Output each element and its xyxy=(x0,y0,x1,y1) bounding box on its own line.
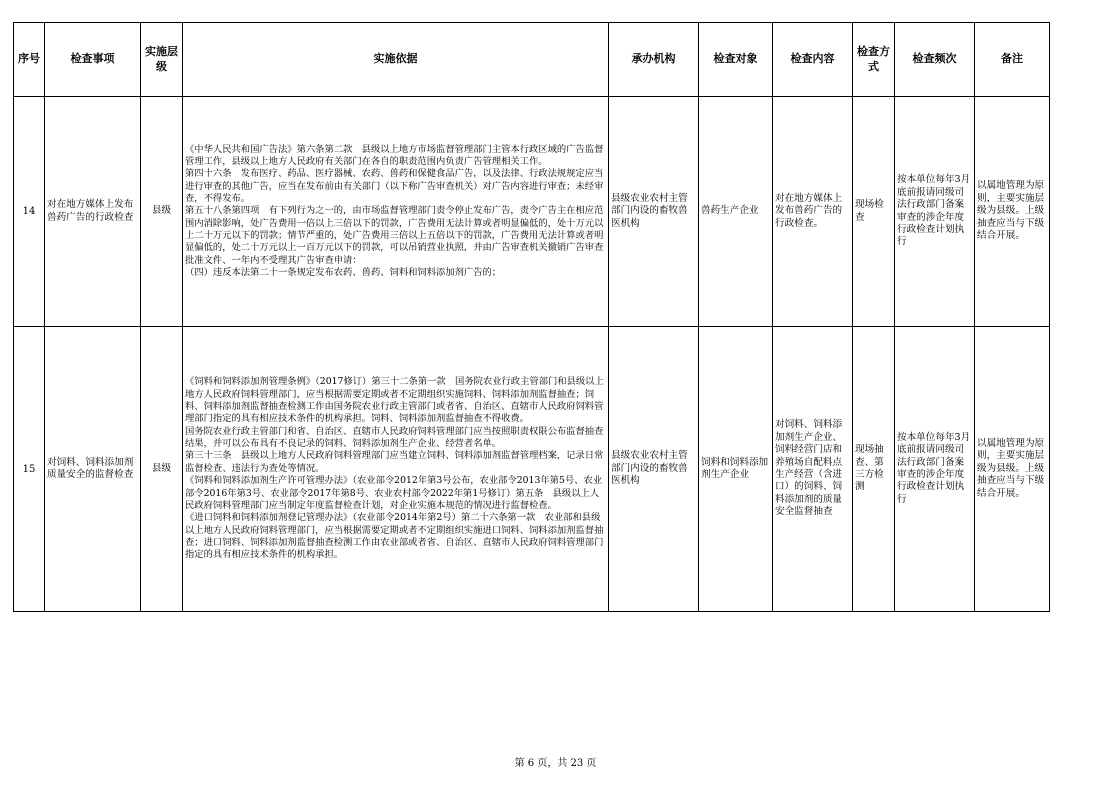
row-content: 对在地方媒体上发布兽药广告的行政检查。 xyxy=(773,97,853,327)
row-agency: 县级农业农村主管部门内设的畜牧兽医机构 xyxy=(609,97,699,327)
row-item: 对在地方媒体上发布兽药广告的行政检查 xyxy=(45,97,141,327)
row-agency: 县级农业农村主管部门内设的畜牧兽医机构 xyxy=(609,327,699,612)
header-level: 实施层级 xyxy=(141,23,183,97)
basis-paragraph: 《饲料和饲料添加剂管理条例》（2017修订）第三十二条第一款 国务院农业行政主管部门和县级以上地方人民政府饲料管理部门，应当根据需要定期或者不定期组织实施饲料、饲料添加剂监督抽查；饲料、饲料添加剂监督抽查检测工作由国务院农业行政主管部门或者省、自治区、直辖市人民政府饲料管理部门指定的具有相应技术条件的机构承担。饲料、饲料添加剂监督抽查不得收费。 xyxy=(185,376,604,425)
header-method: 检查方式 xyxy=(853,23,895,97)
basis-paragraph: 《进口饲料和饲料添加剂登记管理办法》（农业部令2014年第2号）第二十六条第一款 农业部和县级以上地方人民政府饲料管理部门，应当根据需要定期或者不定期组织实施进口饲料、饲料添加剂监督抽查；进口饲料、饲料添加剂监督抽查检测工作由农业部或者省、自治区、直辖市人民政府饲料管理部门指定的具有相应技术条件的机构承担。 xyxy=(185,512,604,561)
row-frequency: 按本单位每年3月底前报请同级司法行政部门备案审查的涉企年度行政检查计划执行 xyxy=(895,327,975,612)
header-row xyxy=(14,23,1050,97)
basis-paragraph: （四）违反本法第二十一条规定发布农药、兽药、饲料和饲料添加剂广告的； xyxy=(185,267,502,279)
row-content: 对饲料、饲料添加剂生产企业、饲料经营门店和养殖场自配料点生产经营（含进口）的饲料、饲料添加剂的质量安全监督抽查 xyxy=(773,327,853,612)
row-basis xyxy=(183,327,609,612)
page-footer: 第 6 页，共 23 页 xyxy=(514,758,597,769)
header-item: 检查事项 xyxy=(45,23,141,97)
row-level: 县级 xyxy=(141,97,183,327)
table-row xyxy=(14,97,1050,327)
row-frequency: 按本单位每年3月底前报请同级司法行政部门备案审查的涉企年度行政检查计划执行 xyxy=(895,97,975,327)
header-target: 检查对象 xyxy=(699,23,773,97)
basis-paragraph: 《中华人民共和国广告法》第六条第二款 县级以上地方市场监督管理部门主管本行政区域的广告监督管理工作，县级以上地方人民政府有关部门在各自的职责范围内负责广告管理相关工作。 xyxy=(185,143,604,167)
header-seq: 序号 xyxy=(14,23,45,97)
row-method: 现场抽查、第三方检测 xyxy=(853,327,895,612)
basis-paragraph: 第五十八条第四项 有下列行为之一的，由市场监督管理部门责令停止发布广告，责令广告主在相应范围内消除影响，处广告费用一倍以上三倍以下的罚款，广告费用无法计算或者明显偏低的，处十万元以上二十万元以下的罚款；情节严重的，处广告费用三倍以上五倍以下的罚款，广告费用无法计算或者明显偏低的，处二十万元以上一百万元以下的罚款，可以吊销营业执照，并由广告审查机关撤销广告审查批准文件、一年内不受理其广告审查申请： xyxy=(185,205,604,266)
row-basis xyxy=(183,97,609,327)
inspection-table xyxy=(13,22,1050,612)
row-remark: 以属地管理为原则，主要实施层级为县级。上级抽查应当与下级结合开展。 xyxy=(975,97,1050,327)
row-method: 现场检查 xyxy=(853,97,895,327)
row-seq: 14 xyxy=(14,97,45,327)
row-level: 县级 xyxy=(141,327,183,612)
basis-paragraph: 第四十六条 发布医疗、药品、医疗器械、农药、兽药和保健食品广告，以及法律、行政法规规定应当进行审查的其他广告，应当在发布前由有关部门（以下称广告审查机关）对广告内容进行审查；未经审查，不得发布。 xyxy=(185,168,604,204)
row-item: 对饲料、饲料添加剂质量安全的监督检查 xyxy=(45,327,141,612)
header-content: 检查内容 xyxy=(773,23,853,97)
basis-paragraph: 《饲料和饲料添加剂生产许可管理办法》（农业部令2012年第3号公布，农业部令2013年第5号、农业部令2016年第3号、农业部令2017年第8号、农业农村部令2022年第1号修订）第五条 县级以上人民政府饲料管理部门应当制定年度监督检查计划，对企业实施本规范的情况进行监督检查。 xyxy=(185,475,603,511)
header-remark: 备注 xyxy=(975,23,1050,97)
row-seq: 15 xyxy=(14,327,45,612)
table-row xyxy=(14,327,1050,612)
header-agency: 承办机构 xyxy=(609,23,699,97)
row-remark: 以属地管理为原则，主要实施层级为县级。上级抽查应当与下级结合开展。 xyxy=(975,327,1050,612)
header-frequency: 检查频次 xyxy=(895,23,975,97)
header-basis: 实施依据 xyxy=(183,23,609,97)
basis-paragraph: 国务院农业行政主管部门和省、自治区、直辖市人民政府饲料管理部门应当按照职责权限公布监督抽查结果，并可以公布具有不良记录的饲料、饲料添加剂生产企业、经营者名单。 xyxy=(185,425,604,450)
row-target: 兽药生产企业 xyxy=(699,97,773,327)
basis-paragraph: 第三十三条 县级以上地方人民政府饲料管理部门应当建立饲料、饲料添加剂监督管理档案，记录日常监督检查、违法行为查处等情况。 xyxy=(185,450,604,474)
row-target: 饲料和饲料添加剂生产企业 xyxy=(699,327,773,612)
